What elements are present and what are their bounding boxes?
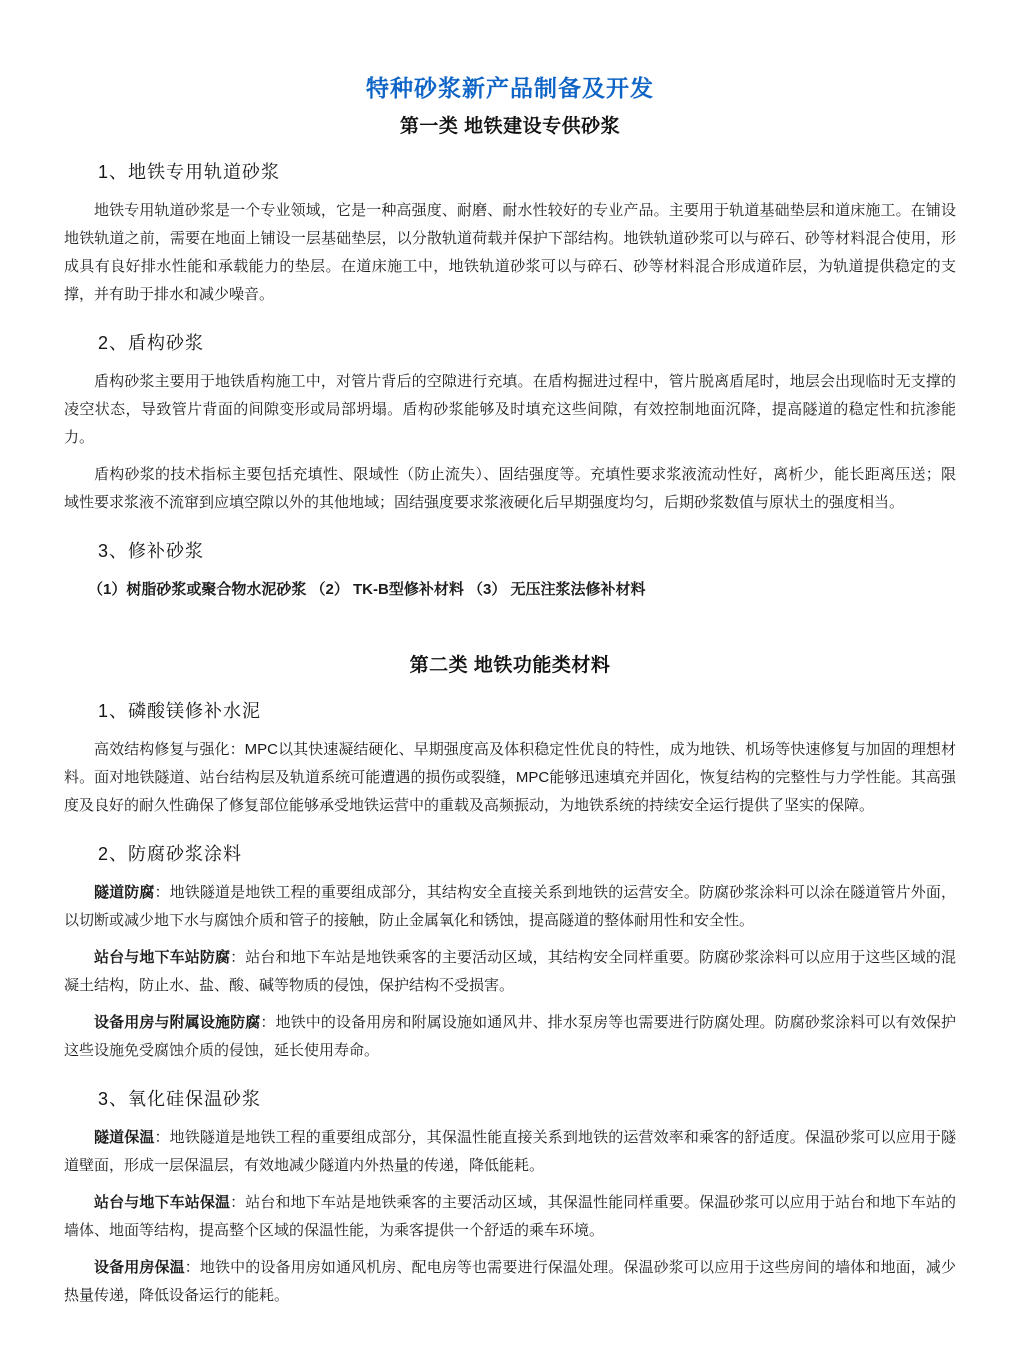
section-heading: 3、修补砂浆 [98,541,205,561]
paragraph: 高效结构修复与强化：MPC以其快速凝结硬化、早期强度高及体积稳定性优良的特性，成为地铁、机场等快速修复与加固的理想材料。面对地铁隧道、站台结构层及轨道系统可能遭遇的损伤或裂缝，MPC能够迅速填充并固化，恢复结构的完整性与力学性能。其高强度及良好的耐久性确保了修复部位能够承受地铁运营中的重载及高频振动，为地铁系统的持续安全运行提供了坚实的保障。 [64,741,956,814]
paragraph-lead: 站台与地下车站防腐 [94,949,231,966]
paragraph [64,1009,956,1065]
paragraph-text: ：站台和地下车站是地铁乘客的主要活动区域，其结构安全同样重要。防腐砂浆涂料可以应用于这些区域的混凝土结构，防止水、盐、酸、碱等物质的侵蚀，保护结构不受损害。 [64,949,956,994]
paragraph-lead: 站台与地下车站保温 [94,1194,231,1211]
section-heading: 2、防腐砂浆涂料 [98,844,243,864]
section-heading: 1、地铁专用轨道砂浆 [98,162,281,182]
paragraph [64,1254,956,1310]
section-heading: 2、盾构砂浆 [98,333,205,353]
paragraph [64,1124,956,1180]
paragraph [64,1189,956,1245]
paragraph: 盾构砂浆的技术指标主要包括充填性、限域性（防止流失）、固结强度等。充填性要求浆液流动性好，离析少，能长距离压送；限域性要求浆液不流窜到应填空隙以外的其他地域；固结强度要求浆液硬化后早期强度均匀，后期砂浆数值与原状土的强度相当。 [64,466,956,511]
paragraph-lead: 隧道防腐 [94,884,155,901]
paragraph-text: ：地铁中的设备用房和附属设施如通风井、排水泵房等也需要进行防腐处理。防腐砂浆涂料可以有效保护这些设施免受腐蚀介质的侵蚀，延长使用寿命。 [64,1014,956,1059]
document-body [64,111,956,1310]
paragraph [64,879,956,935]
paragraph [64,944,956,1000]
paragraph-lead: 设备用房与附属设施防腐 [94,1014,261,1031]
section-heading: 1、磷酸镁修补水泥 [98,701,262,721]
paragraph-lead: 设备用房保温 [94,1259,185,1276]
paragraph-lead: 隧道保温 [94,1129,155,1146]
inline-list: （1）树脂砂浆或聚合物水泥砂浆 （2） TK-B型修补材料 （3） 无压注浆法修补材料 [88,581,646,598]
paragraph-text: ：地铁隧道是地铁工程的重要组成部分，其结构安全直接关系到地铁的运营安全。防腐砂浆涂料可以涂在隧道管片外面，以切断或减少地下水与腐蚀介质和管子的接触，防止金属氧化和锈蚀，提高隧道的整体耐用性和安全性。 [64,884,956,929]
paragraph: 盾构砂浆主要用于地铁盾构施工中，对管片背后的空隙进行充填。在盾构掘进过程中，管片脱离盾尾时，地层会出现临时无支撑的凌空状态，导致管片背面的间隙变形或局部坍塌。盾构砂浆能够及时填充这些间隙，有效控制地面沉降，提高隧道的稳定性和抗渗能力。 [64,373,956,446]
paragraph: 地铁专用轨道砂浆是一个专业领域，它是一种高强度、耐磨、耐水性较好的专业产品。主要用于轨道基础垫层和道床施工。在铺设地铁轨道之前，需要在地面上铺设一层基础垫层，以分散轨道荷载并保护下部结构。地铁轨道砂浆可以与碎石、砂等材料混合使用，形成具有良好排水性能和承载能力的垫层。在道床施工中，地铁轨道砂浆可以与碎石、砂等材料混合形成道砟层，为轨道提供稳定的支撑，并有助于排水和减少噪音。 [64,202,956,303]
paragraph-text: ：站台和地下车站是地铁乘客的主要活动区域，其保温性能同样重要。保温砂浆可以应用于站台和地下车站的墙体、地面等结构，提高整个区域的保温性能，为乘客提供一个舒适的乘车环境。 [64,1194,956,1239]
part-heading: 第一类 地铁建设专供砂浆 [399,116,621,137]
part-heading: 第二类 地铁功能类材料 [409,655,611,676]
document-title: 特种砂浆新产品制备及开发 [366,75,654,101]
paragraph-text: ：地铁中的设备用房如通风机房、配电房等也需要进行保温处理。保温砂浆可以应用于这些房间的墙体和地面，减少热量传递，降低设备运行的能耗。 [64,1259,956,1304]
paragraph-text: ：地铁隧道是地铁工程的重要组成部分，其保温性能直接关系到地铁的运营效率和乘客的舒适度。保温砂浆可以应用于隧道壁面，形成一层保温层，有效地减少隧道内外热量的传递，降低能耗。 [64,1129,956,1174]
section-heading: 3、氧化硅保温砂浆 [98,1089,262,1109]
